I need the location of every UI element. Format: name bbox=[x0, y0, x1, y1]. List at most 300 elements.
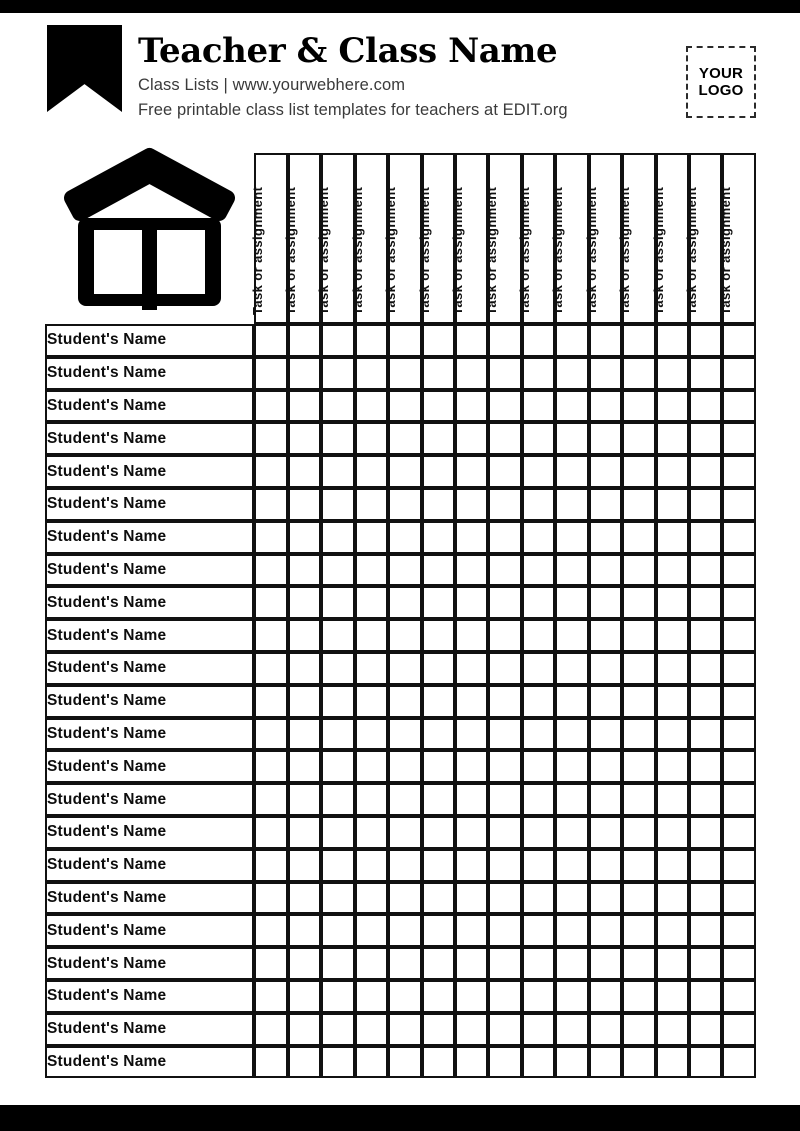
task-column-header-15[interactable] bbox=[717, 153, 756, 324]
task-mark-cell[interactable] bbox=[455, 521, 488, 554]
task-mark-cell[interactable] bbox=[488, 1013, 521, 1046]
task-mark-cell[interactable] bbox=[656, 324, 689, 357]
task-mark-cell[interactable] bbox=[355, 849, 388, 882]
task-mark-cell[interactable] bbox=[388, 586, 421, 619]
task-mark-cell[interactable] bbox=[355, 422, 388, 455]
task-mark-cell[interactable] bbox=[388, 1046, 421, 1079]
task-mark-cell[interactable] bbox=[388, 554, 421, 587]
student-name-cell[interactable]: Student's Name bbox=[45, 488, 254, 521]
task-mark-cell[interactable] bbox=[288, 390, 321, 423]
task-mark-cell[interactable] bbox=[622, 783, 655, 816]
task-mark-cell[interactable] bbox=[422, 455, 455, 488]
student-name-cell[interactable]: Student's Name bbox=[45, 619, 254, 652]
task-mark-cell[interactable] bbox=[589, 849, 622, 882]
task-mark-cell[interactable] bbox=[455, 619, 488, 652]
task-mark-cell[interactable] bbox=[589, 586, 622, 619]
task-mark-cell[interactable] bbox=[722, 455, 756, 488]
task-mark-cell[interactable] bbox=[321, 422, 354, 455]
student-name-cell[interactable]: Student's Name bbox=[45, 1046, 254, 1079]
task-mark-cell[interactable] bbox=[422, 586, 455, 619]
task-mark-cell[interactable] bbox=[589, 914, 622, 947]
task-mark-cell[interactable] bbox=[254, 455, 287, 488]
task-mark-cell[interactable] bbox=[388, 521, 421, 554]
task-mark-cell[interactable] bbox=[321, 521, 354, 554]
task-mark-cell[interactable] bbox=[254, 849, 287, 882]
task-mark-cell[interactable] bbox=[522, 783, 555, 816]
task-mark-cell[interactable] bbox=[722, 947, 756, 980]
task-mark-cell[interactable] bbox=[622, 750, 655, 783]
task-mark-cell[interactable] bbox=[321, 488, 354, 521]
task-mark-cell[interactable] bbox=[656, 357, 689, 390]
task-mark-cell[interactable] bbox=[488, 652, 521, 685]
task-mark-cell[interactable] bbox=[321, 849, 354, 882]
task-mark-cell[interactable] bbox=[254, 422, 287, 455]
task-mark-cell[interactable] bbox=[288, 422, 321, 455]
task-mark-cell[interactable] bbox=[355, 685, 388, 718]
task-mark-cell[interactable] bbox=[622, 619, 655, 652]
task-mark-cell[interactable] bbox=[656, 750, 689, 783]
task-mark-cell[interactable] bbox=[589, 455, 622, 488]
task-mark-cell[interactable] bbox=[254, 685, 287, 718]
task-mark-cell[interactable] bbox=[555, 783, 588, 816]
task-mark-cell[interactable] bbox=[589, 882, 622, 915]
student-name-cell[interactable]: Student's Name bbox=[45, 1013, 254, 1046]
task-mark-cell[interactable] bbox=[455, 1046, 488, 1079]
task-mark-cell[interactable] bbox=[555, 652, 588, 685]
task-mark-cell[interactable] bbox=[689, 718, 722, 751]
task-mark-cell[interactable] bbox=[555, 750, 588, 783]
task-mark-cell[interactable] bbox=[355, 619, 388, 652]
task-mark-cell[interactable] bbox=[589, 1046, 622, 1079]
task-mark-cell[interactable] bbox=[589, 685, 622, 718]
task-mark-cell[interactable] bbox=[589, 422, 622, 455]
task-mark-cell[interactable] bbox=[422, 947, 455, 980]
task-mark-cell[interactable] bbox=[254, 357, 287, 390]
task-mark-cell[interactable] bbox=[488, 619, 521, 652]
task-mark-cell[interactable] bbox=[656, 947, 689, 980]
task-mark-cell[interactable] bbox=[722, 357, 756, 390]
student-name-cell[interactable]: Student's Name bbox=[45, 816, 254, 849]
task-mark-cell[interactable] bbox=[254, 488, 287, 521]
task-mark-cell[interactable] bbox=[321, 718, 354, 751]
task-mark-cell[interactable] bbox=[488, 390, 521, 423]
task-mark-cell[interactable] bbox=[288, 882, 321, 915]
task-mark-cell[interactable] bbox=[355, 554, 388, 587]
task-mark-cell[interactable] bbox=[355, 455, 388, 488]
task-mark-cell[interactable] bbox=[589, 554, 622, 587]
task-mark-cell[interactable] bbox=[388, 1013, 421, 1046]
task-mark-cell[interactable] bbox=[422, 652, 455, 685]
task-mark-cell[interactable] bbox=[522, 816, 555, 849]
task-mark-cell[interactable] bbox=[288, 586, 321, 619]
task-mark-cell[interactable] bbox=[488, 718, 521, 751]
task-mark-cell[interactable] bbox=[488, 947, 521, 980]
student-name-cell[interactable]: Student's Name bbox=[45, 882, 254, 915]
task-mark-cell[interactable] bbox=[689, 980, 722, 1013]
task-mark-cell[interactable] bbox=[656, 1046, 689, 1079]
task-mark-cell[interactable] bbox=[722, 882, 756, 915]
task-mark-cell[interactable] bbox=[522, 455, 555, 488]
task-mark-cell[interactable] bbox=[388, 455, 421, 488]
task-mark-cell[interactable] bbox=[689, 1046, 722, 1079]
task-mark-cell[interactable] bbox=[555, 816, 588, 849]
task-mark-cell[interactable] bbox=[555, 554, 588, 587]
task-mark-cell[interactable] bbox=[321, 882, 354, 915]
task-mark-cell[interactable] bbox=[589, 488, 622, 521]
task-mark-cell[interactable] bbox=[455, 980, 488, 1013]
task-mark-cell[interactable] bbox=[722, 324, 756, 357]
task-mark-cell[interactable] bbox=[555, 324, 588, 357]
task-mark-cell[interactable] bbox=[522, 422, 555, 455]
task-mark-cell[interactable] bbox=[321, 390, 354, 423]
task-mark-cell[interactable] bbox=[254, 586, 287, 619]
task-mark-cell[interactable] bbox=[622, 488, 655, 521]
task-mark-cell[interactable] bbox=[254, 554, 287, 587]
task-mark-cell[interactable] bbox=[422, 357, 455, 390]
task-mark-cell[interactable] bbox=[254, 947, 287, 980]
task-mark-cell[interactable] bbox=[321, 554, 354, 587]
task-mark-cell[interactable] bbox=[422, 521, 455, 554]
task-mark-cell[interactable] bbox=[555, 619, 588, 652]
task-mark-cell[interactable] bbox=[722, 914, 756, 947]
task-mark-cell[interactable] bbox=[355, 882, 388, 915]
task-mark-cell[interactable] bbox=[288, 685, 321, 718]
task-mark-cell[interactable] bbox=[455, 586, 488, 619]
task-mark-cell[interactable] bbox=[422, 750, 455, 783]
task-mark-cell[interactable] bbox=[522, 324, 555, 357]
task-mark-cell[interactable] bbox=[422, 619, 455, 652]
task-mark-cell[interactable] bbox=[388, 980, 421, 1013]
task-mark-cell[interactable] bbox=[321, 783, 354, 816]
task-mark-cell[interactable] bbox=[388, 685, 421, 718]
task-mark-cell[interactable] bbox=[656, 914, 689, 947]
task-mark-cell[interactable] bbox=[589, 357, 622, 390]
task-mark-cell[interactable] bbox=[589, 816, 622, 849]
task-mark-cell[interactable] bbox=[488, 324, 521, 357]
task-mark-cell[interactable] bbox=[689, 882, 722, 915]
task-mark-cell[interactable] bbox=[689, 914, 722, 947]
task-mark-cell[interactable] bbox=[254, 1046, 287, 1079]
task-mark-cell[interactable] bbox=[388, 750, 421, 783]
task-mark-cell[interactable] bbox=[555, 488, 588, 521]
task-mark-cell[interactable] bbox=[689, 455, 722, 488]
task-mark-cell[interactable] bbox=[622, 718, 655, 751]
task-mark-cell[interactable] bbox=[522, 882, 555, 915]
task-mark-cell[interactable] bbox=[555, 882, 588, 915]
task-mark-cell[interactable] bbox=[321, 914, 354, 947]
task-mark-cell[interactable] bbox=[589, 783, 622, 816]
task-mark-cell[interactable] bbox=[422, 783, 455, 816]
task-mark-cell[interactable] bbox=[555, 357, 588, 390]
task-mark-cell[interactable] bbox=[288, 849, 321, 882]
task-mark-cell[interactable] bbox=[689, 652, 722, 685]
task-mark-cell[interactable] bbox=[455, 947, 488, 980]
task-mark-cell[interactable] bbox=[288, 1013, 321, 1046]
task-mark-cell[interactable] bbox=[722, 1013, 756, 1046]
task-mark-cell[interactable] bbox=[722, 1046, 756, 1079]
student-name-cell[interactable]: Student's Name bbox=[45, 750, 254, 783]
task-mark-cell[interactable] bbox=[555, 849, 588, 882]
task-mark-cell[interactable] bbox=[254, 390, 287, 423]
task-mark-cell[interactable] bbox=[254, 619, 287, 652]
task-mark-cell[interactable] bbox=[488, 488, 521, 521]
task-mark-cell[interactable] bbox=[388, 783, 421, 816]
task-mark-cell[interactable] bbox=[689, 685, 722, 718]
task-mark-cell[interactable] bbox=[689, 586, 722, 619]
student-name-cell[interactable]: Student's Name bbox=[45, 390, 254, 423]
task-mark-cell[interactable] bbox=[622, 554, 655, 587]
task-mark-cell[interactable] bbox=[455, 554, 488, 587]
task-mark-cell[interactable] bbox=[689, 554, 722, 587]
task-mark-cell[interactable] bbox=[522, 980, 555, 1013]
task-mark-cell[interactable] bbox=[689, 783, 722, 816]
task-mark-cell[interactable] bbox=[522, 652, 555, 685]
task-mark-cell[interactable] bbox=[722, 488, 756, 521]
task-mark-cell[interactable] bbox=[555, 455, 588, 488]
task-mark-cell[interactable] bbox=[488, 455, 521, 488]
task-mark-cell[interactable] bbox=[622, 586, 655, 619]
task-mark-cell[interactable] bbox=[321, 619, 354, 652]
task-mark-cell[interactable] bbox=[388, 357, 421, 390]
task-mark-cell[interactable] bbox=[555, 521, 588, 554]
task-mark-cell[interactable] bbox=[355, 652, 388, 685]
task-mark-cell[interactable] bbox=[455, 357, 488, 390]
task-mark-cell[interactable] bbox=[321, 750, 354, 783]
task-mark-cell[interactable] bbox=[488, 1046, 521, 1079]
task-mark-cell[interactable] bbox=[622, 422, 655, 455]
task-mark-cell[interactable] bbox=[656, 783, 689, 816]
task-mark-cell[interactable] bbox=[622, 947, 655, 980]
task-mark-cell[interactable] bbox=[555, 718, 588, 751]
task-mark-cell[interactable] bbox=[355, 750, 388, 783]
task-mark-cell[interactable] bbox=[488, 586, 521, 619]
task-mark-cell[interactable] bbox=[321, 1013, 354, 1046]
task-mark-cell[interactable] bbox=[455, 422, 488, 455]
task-mark-cell[interactable] bbox=[589, 980, 622, 1013]
task-mark-cell[interactable] bbox=[254, 882, 287, 915]
task-mark-cell[interactable] bbox=[522, 1046, 555, 1079]
task-mark-cell[interactable] bbox=[355, 980, 388, 1013]
task-mark-cell[interactable] bbox=[722, 521, 756, 554]
task-mark-cell[interactable] bbox=[522, 685, 555, 718]
task-mark-cell[interactable] bbox=[656, 422, 689, 455]
task-mark-cell[interactable] bbox=[589, 521, 622, 554]
task-mark-cell[interactable] bbox=[656, 685, 689, 718]
task-mark-cell[interactable] bbox=[288, 750, 321, 783]
task-mark-cell[interactable] bbox=[254, 652, 287, 685]
task-mark-cell[interactable] bbox=[689, 947, 722, 980]
task-mark-cell[interactable] bbox=[355, 816, 388, 849]
task-mark-cell[interactable] bbox=[288, 914, 321, 947]
task-mark-cell[interactable] bbox=[455, 750, 488, 783]
task-mark-cell[interactable] bbox=[656, 521, 689, 554]
task-mark-cell[interactable] bbox=[355, 324, 388, 357]
task-mark-cell[interactable] bbox=[455, 488, 488, 521]
task-mark-cell[interactable] bbox=[355, 718, 388, 751]
task-mark-cell[interactable] bbox=[656, 390, 689, 423]
task-mark-cell[interactable] bbox=[321, 980, 354, 1013]
task-mark-cell[interactable] bbox=[488, 882, 521, 915]
task-mark-cell[interactable] bbox=[422, 488, 455, 521]
task-mark-cell[interactable] bbox=[589, 390, 622, 423]
task-mark-cell[interactable] bbox=[388, 718, 421, 751]
task-mark-cell[interactable] bbox=[422, 1013, 455, 1046]
task-mark-cell[interactable] bbox=[422, 324, 455, 357]
task-mark-cell[interactable] bbox=[522, 554, 555, 587]
task-mark-cell[interactable] bbox=[656, 488, 689, 521]
task-mark-cell[interactable] bbox=[321, 816, 354, 849]
task-mark-cell[interactable] bbox=[722, 783, 756, 816]
task-mark-cell[interactable] bbox=[488, 914, 521, 947]
task-mark-cell[interactable] bbox=[355, 488, 388, 521]
task-mark-cell[interactable] bbox=[522, 718, 555, 751]
task-mark-cell[interactable] bbox=[355, 947, 388, 980]
task-mark-cell[interactable] bbox=[689, 816, 722, 849]
task-mark-cell[interactable] bbox=[254, 783, 287, 816]
task-mark-cell[interactable] bbox=[622, 455, 655, 488]
task-mark-cell[interactable] bbox=[455, 914, 488, 947]
task-mark-cell[interactable] bbox=[722, 750, 756, 783]
task-mark-cell[interactable] bbox=[722, 390, 756, 423]
task-mark-cell[interactable] bbox=[422, 882, 455, 915]
task-mark-cell[interactable] bbox=[455, 816, 488, 849]
task-mark-cell[interactable] bbox=[622, 914, 655, 947]
task-mark-cell[interactable] bbox=[689, 619, 722, 652]
task-mark-cell[interactable] bbox=[589, 947, 622, 980]
task-mark-cell[interactable] bbox=[555, 980, 588, 1013]
task-mark-cell[interactable] bbox=[622, 980, 655, 1013]
task-mark-cell[interactable] bbox=[656, 619, 689, 652]
task-mark-cell[interactable] bbox=[388, 619, 421, 652]
task-mark-cell[interactable] bbox=[288, 554, 321, 587]
task-mark-cell[interactable] bbox=[522, 849, 555, 882]
task-mark-cell[interactable] bbox=[522, 947, 555, 980]
task-mark-cell[interactable] bbox=[722, 586, 756, 619]
task-mark-cell[interactable] bbox=[689, 521, 722, 554]
task-mark-cell[interactable] bbox=[422, 816, 455, 849]
task-mark-cell[interactable] bbox=[522, 390, 555, 423]
task-mark-cell[interactable] bbox=[288, 980, 321, 1013]
task-mark-cell[interactable] bbox=[388, 882, 421, 915]
task-mark-cell[interactable] bbox=[488, 685, 521, 718]
task-mark-cell[interactable] bbox=[689, 357, 722, 390]
task-mark-cell[interactable] bbox=[288, 652, 321, 685]
student-name-cell[interactable]: Student's Name bbox=[45, 357, 254, 390]
task-mark-cell[interactable] bbox=[722, 652, 756, 685]
task-mark-cell[interactable] bbox=[555, 1046, 588, 1079]
student-name-cell[interactable]: Student's Name bbox=[45, 554, 254, 587]
task-mark-cell[interactable] bbox=[388, 422, 421, 455]
task-mark-cell[interactable] bbox=[455, 685, 488, 718]
task-mark-cell[interactable] bbox=[254, 1013, 287, 1046]
task-mark-cell[interactable] bbox=[622, 849, 655, 882]
task-mark-cell[interactable] bbox=[589, 619, 622, 652]
task-mark-cell[interactable] bbox=[288, 947, 321, 980]
task-mark-cell[interactable] bbox=[288, 455, 321, 488]
task-mark-cell[interactable] bbox=[288, 718, 321, 751]
student-name-cell[interactable]: Student's Name bbox=[45, 324, 254, 357]
task-mark-cell[interactable] bbox=[355, 1046, 388, 1079]
task-mark-cell[interactable] bbox=[689, 750, 722, 783]
task-mark-cell[interactable] bbox=[722, 980, 756, 1013]
task-mark-cell[interactable] bbox=[488, 750, 521, 783]
task-mark-cell[interactable] bbox=[422, 1046, 455, 1079]
task-mark-cell[interactable] bbox=[622, 521, 655, 554]
task-mark-cell[interactable] bbox=[388, 849, 421, 882]
task-mark-cell[interactable] bbox=[488, 783, 521, 816]
task-mark-cell[interactable] bbox=[455, 718, 488, 751]
task-mark-cell[interactable] bbox=[488, 816, 521, 849]
task-mark-cell[interactable] bbox=[589, 652, 622, 685]
task-mark-cell[interactable] bbox=[455, 882, 488, 915]
task-mark-cell[interactable] bbox=[455, 455, 488, 488]
task-mark-cell[interactable] bbox=[622, 652, 655, 685]
task-mark-cell[interactable] bbox=[522, 914, 555, 947]
task-mark-cell[interactable] bbox=[522, 521, 555, 554]
task-mark-cell[interactable] bbox=[355, 783, 388, 816]
task-mark-cell[interactable] bbox=[622, 882, 655, 915]
task-mark-cell[interactable] bbox=[522, 357, 555, 390]
task-mark-cell[interactable] bbox=[254, 521, 287, 554]
task-mark-cell[interactable] bbox=[622, 390, 655, 423]
task-mark-cell[interactable] bbox=[288, 816, 321, 849]
task-mark-cell[interactable] bbox=[288, 357, 321, 390]
task-mark-cell[interactable] bbox=[522, 488, 555, 521]
task-mark-cell[interactable] bbox=[321, 455, 354, 488]
task-mark-cell[interactable] bbox=[388, 488, 421, 521]
task-mark-cell[interactable] bbox=[254, 980, 287, 1013]
task-mark-cell[interactable] bbox=[254, 750, 287, 783]
task-mark-cell[interactable] bbox=[555, 390, 588, 423]
task-mark-cell[interactable] bbox=[522, 1013, 555, 1046]
task-mark-cell[interactable] bbox=[321, 685, 354, 718]
task-mark-cell[interactable] bbox=[355, 521, 388, 554]
task-mark-cell[interactable] bbox=[589, 750, 622, 783]
student-name-cell[interactable]: Student's Name bbox=[45, 521, 254, 554]
student-name-cell[interactable]: Student's Name bbox=[45, 652, 254, 685]
task-mark-cell[interactable] bbox=[388, 652, 421, 685]
task-mark-cell[interactable] bbox=[321, 652, 354, 685]
task-mark-cell[interactable] bbox=[656, 849, 689, 882]
task-mark-cell[interactable] bbox=[288, 783, 321, 816]
task-mark-cell[interactable] bbox=[288, 488, 321, 521]
task-mark-cell[interactable] bbox=[555, 422, 588, 455]
task-mark-cell[interactable] bbox=[622, 324, 655, 357]
task-mark-cell[interactable] bbox=[656, 586, 689, 619]
task-mark-cell[interactable] bbox=[288, 619, 321, 652]
task-mark-cell[interactable] bbox=[422, 554, 455, 587]
task-mark-cell[interactable] bbox=[622, 1013, 655, 1046]
task-mark-cell[interactable] bbox=[455, 783, 488, 816]
task-mark-cell[interactable] bbox=[422, 849, 455, 882]
task-mark-cell[interactable] bbox=[622, 357, 655, 390]
task-mark-cell[interactable] bbox=[589, 718, 622, 751]
task-mark-cell[interactable] bbox=[254, 718, 287, 751]
task-mark-cell[interactable] bbox=[288, 1046, 321, 1079]
task-mark-cell[interactable] bbox=[722, 619, 756, 652]
task-mark-cell[interactable] bbox=[288, 324, 321, 357]
task-mark-cell[interactable] bbox=[388, 324, 421, 357]
task-mark-cell[interactable] bbox=[321, 357, 354, 390]
student-name-cell[interactable]: Student's Name bbox=[45, 914, 254, 947]
task-mark-cell[interactable] bbox=[622, 685, 655, 718]
task-mark-cell[interactable] bbox=[656, 882, 689, 915]
task-mark-cell[interactable] bbox=[321, 1046, 354, 1079]
student-name-cell[interactable]: Student's Name bbox=[45, 947, 254, 980]
task-mark-cell[interactable] bbox=[722, 718, 756, 751]
task-mark-cell[interactable] bbox=[522, 619, 555, 652]
task-mark-cell[interactable] bbox=[689, 324, 722, 357]
